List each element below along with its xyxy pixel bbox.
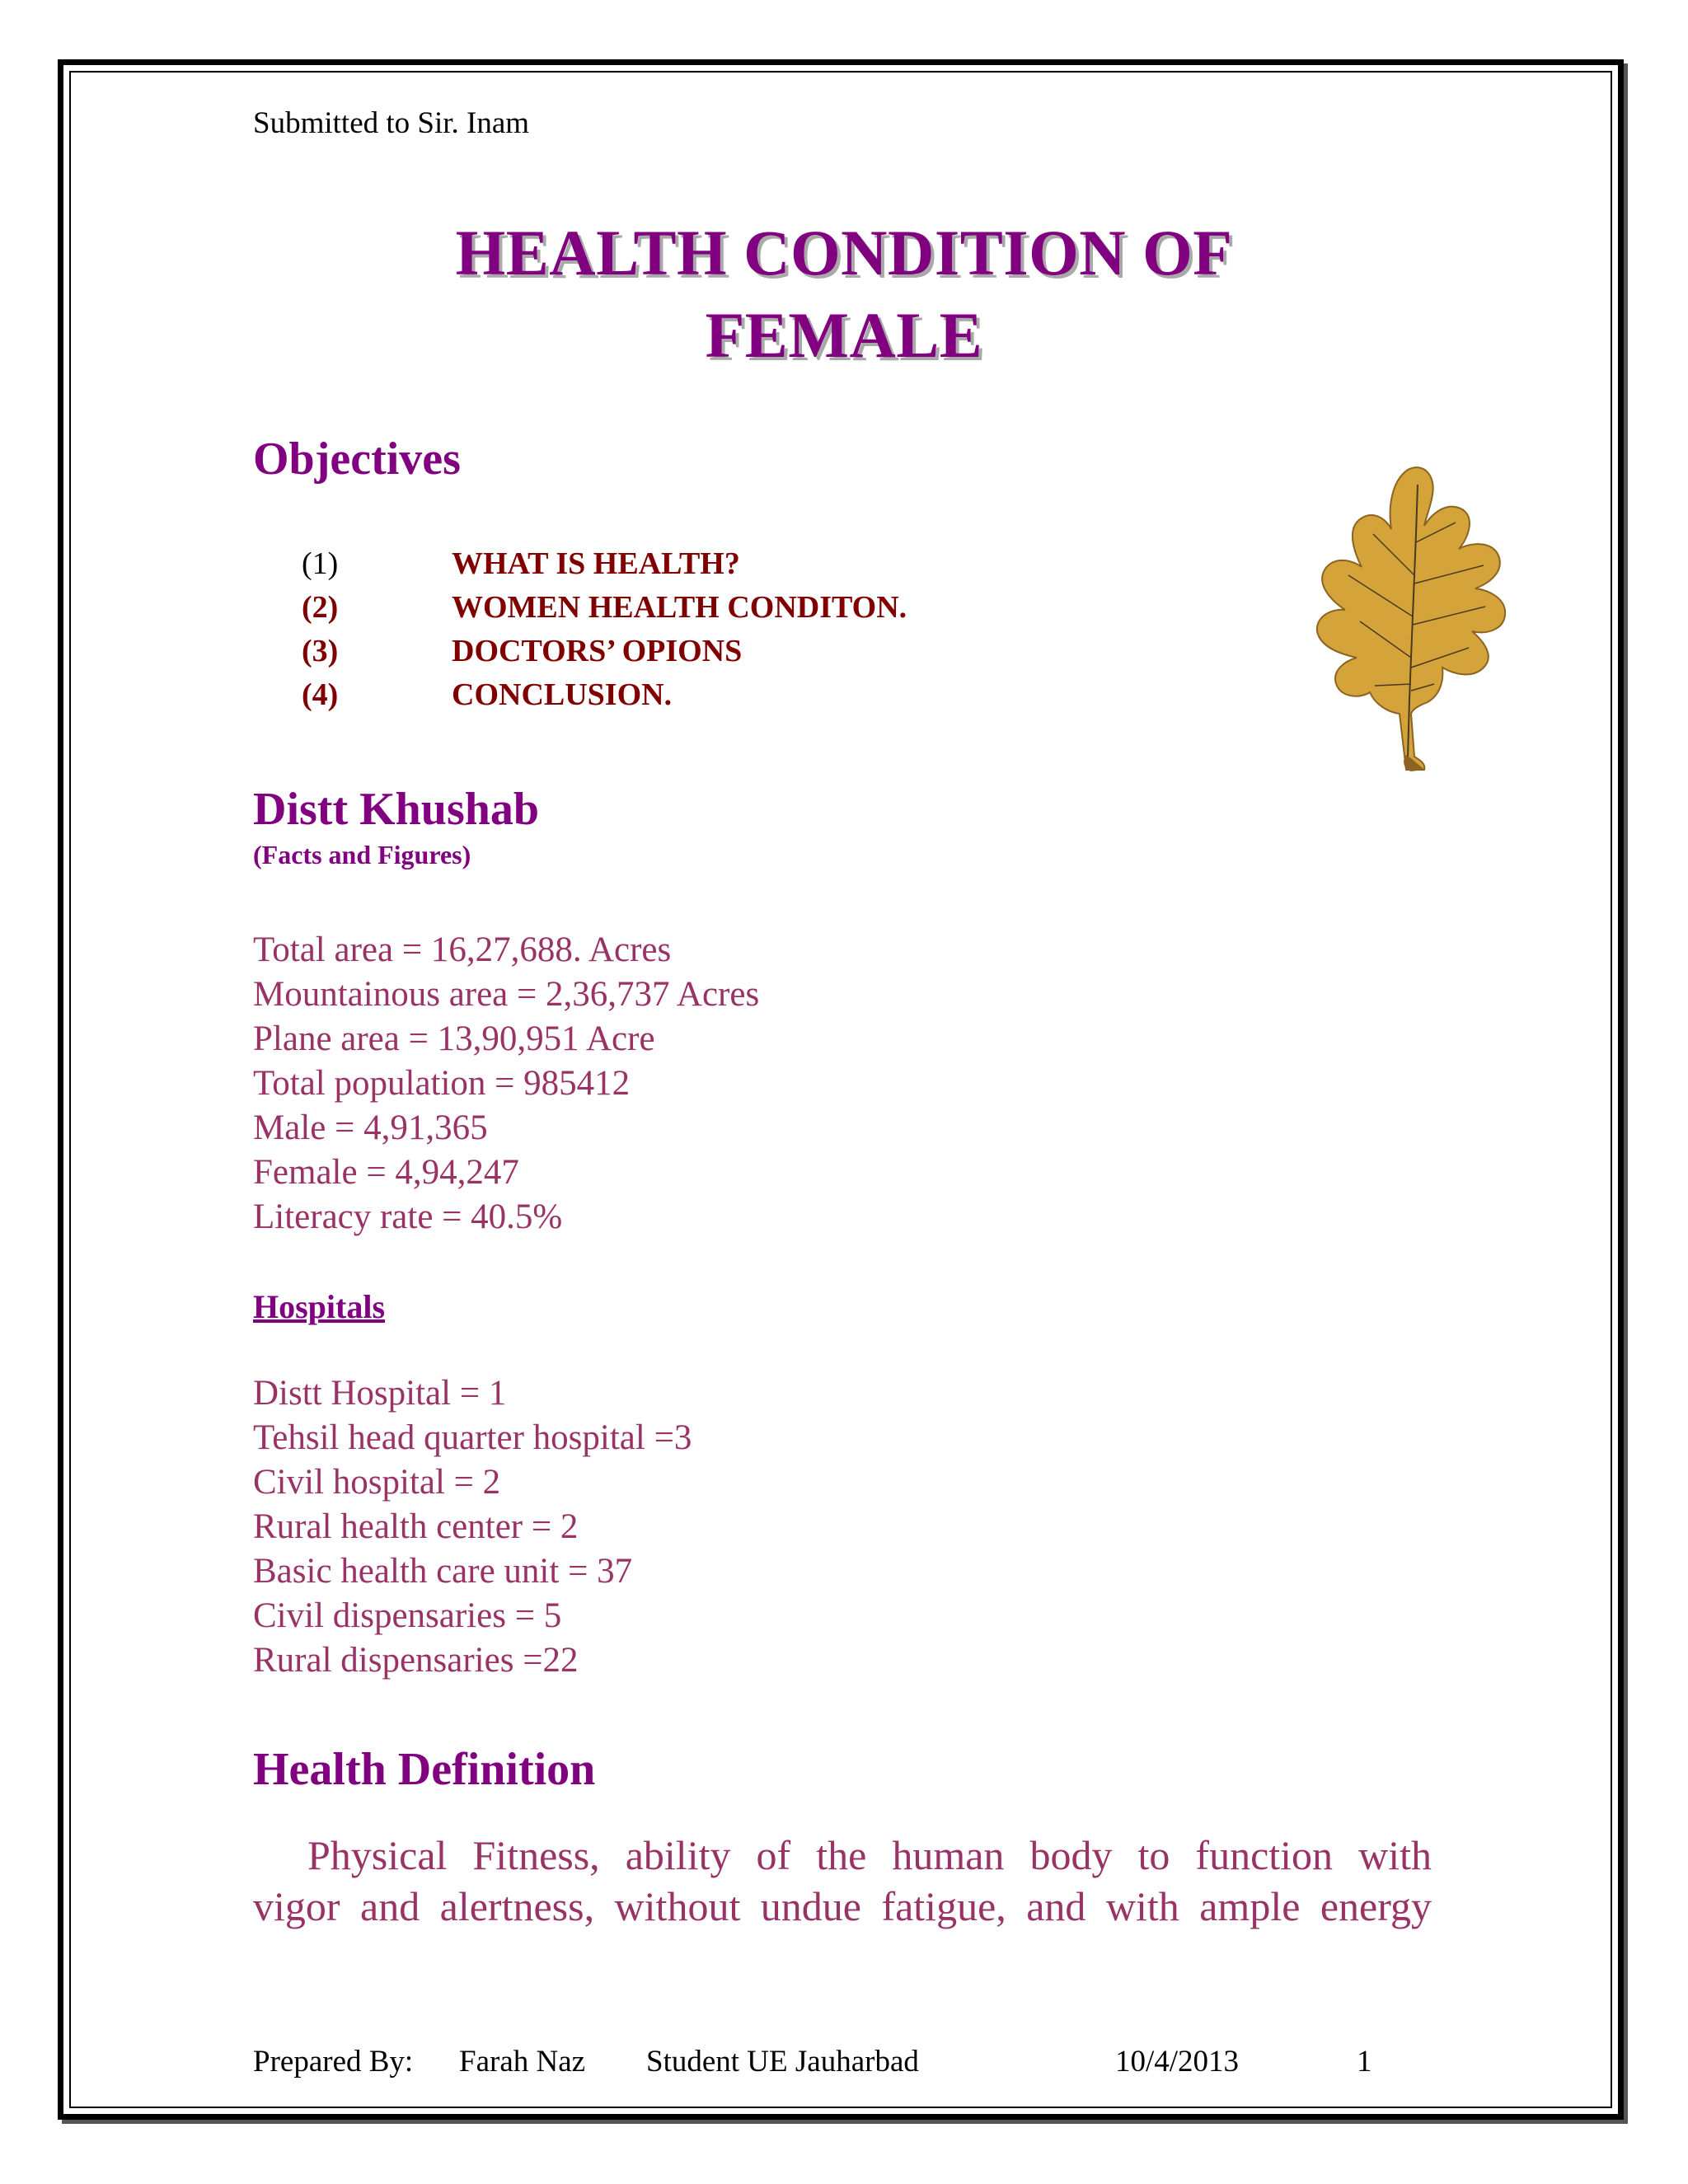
footer-author-name: Farah Naz [459, 2045, 586, 2079]
objective-text: DOCTORS’ OPIONS [452, 634, 743, 668]
objectives-heading: Objectives [253, 434, 461, 485]
definition-line-2-text: vigor and alertness, without undue fatigue, and with ample energy [253, 1883, 1432, 1929]
footer-prepared-label: Prepared By: [253, 2045, 414, 2079]
definition-line-1-text: Physical Fitness, ability of the human body to function with [307, 1832, 1432, 1878]
fact-line: Total area = 16,27,688. Acres [253, 930, 672, 969]
objective-item [302, 589, 907, 626]
fact-line: Mountainous area = 2,36,737 Acres [253, 975, 760, 1014]
objective-text: WOMEN HEALTH CONDITON. [452, 590, 907, 625]
hospitals-heading: Hospitals [253, 1288, 386, 1325]
hospital-line: Rural dispensaries =22 [253, 1641, 579, 1680]
objective-text: CONCLUSION. [452, 677, 673, 712]
objective-item [302, 633, 742, 669]
hospital-line: Civil dispensaries = 5 [253, 1596, 562, 1635]
footer-date: 10/4/2013 [1115, 2045, 1240, 2079]
objective-item [302, 677, 672, 713]
fact-line: Plane area = 13,90,951 Acre [253, 1019, 655, 1058]
objective-number: (4) [302, 677, 339, 712]
leaf-clipart-icon [1309, 452, 1515, 773]
objective-number: (3) [302, 634, 339, 668]
district-heading: Distt Khushab [253, 784, 540, 835]
document-title-line-1: HEALTH CONDITION OF [455, 217, 1233, 288]
footer-page-number: 1 [1357, 2045, 1372, 2079]
hospital-line: Basic health care unit = 37 [253, 1552, 633, 1591]
objective-number: (2) [302, 590, 339, 625]
health-definition-heading: Health Definition [253, 1744, 596, 1795]
document-title-line-2: FEMALE [705, 299, 983, 371]
definition-line-1 [253, 1830, 1432, 1881]
hospital-line: Distt Hospital = 1 [253, 1374, 507, 1413]
hospital-line: Rural health center = 2 [253, 1507, 579, 1546]
footer-affiliation: Student UE Jauharbad [646, 2045, 919, 2079]
objective-item [302, 546, 740, 582]
fact-line: Total population = 985412 [253, 1064, 631, 1103]
fact-line: Male = 4,91,365 [253, 1108, 488, 1147]
facts-subheading: (Facts and Figures) [253, 840, 471, 869]
submitted-to-line: Submitted to Sir. Inam [253, 106, 530, 140]
hospital-line: Tehsil head quarter hospital =3 [253, 1418, 692, 1457]
fact-line: Female = 4,94,247 [253, 1153, 519, 1192]
hospital-line: Civil hospital = 2 [253, 1463, 501, 1502]
definition-line-2 [253, 1881, 1432, 1932]
health-definition-paragraph [253, 1830, 1432, 1932]
fact-line: Literacy rate = 40.5% [253, 1197, 563, 1236]
objective-number: (1) [302, 546, 339, 581]
objective-text: WHAT IS HEALTH? [452, 546, 740, 581]
